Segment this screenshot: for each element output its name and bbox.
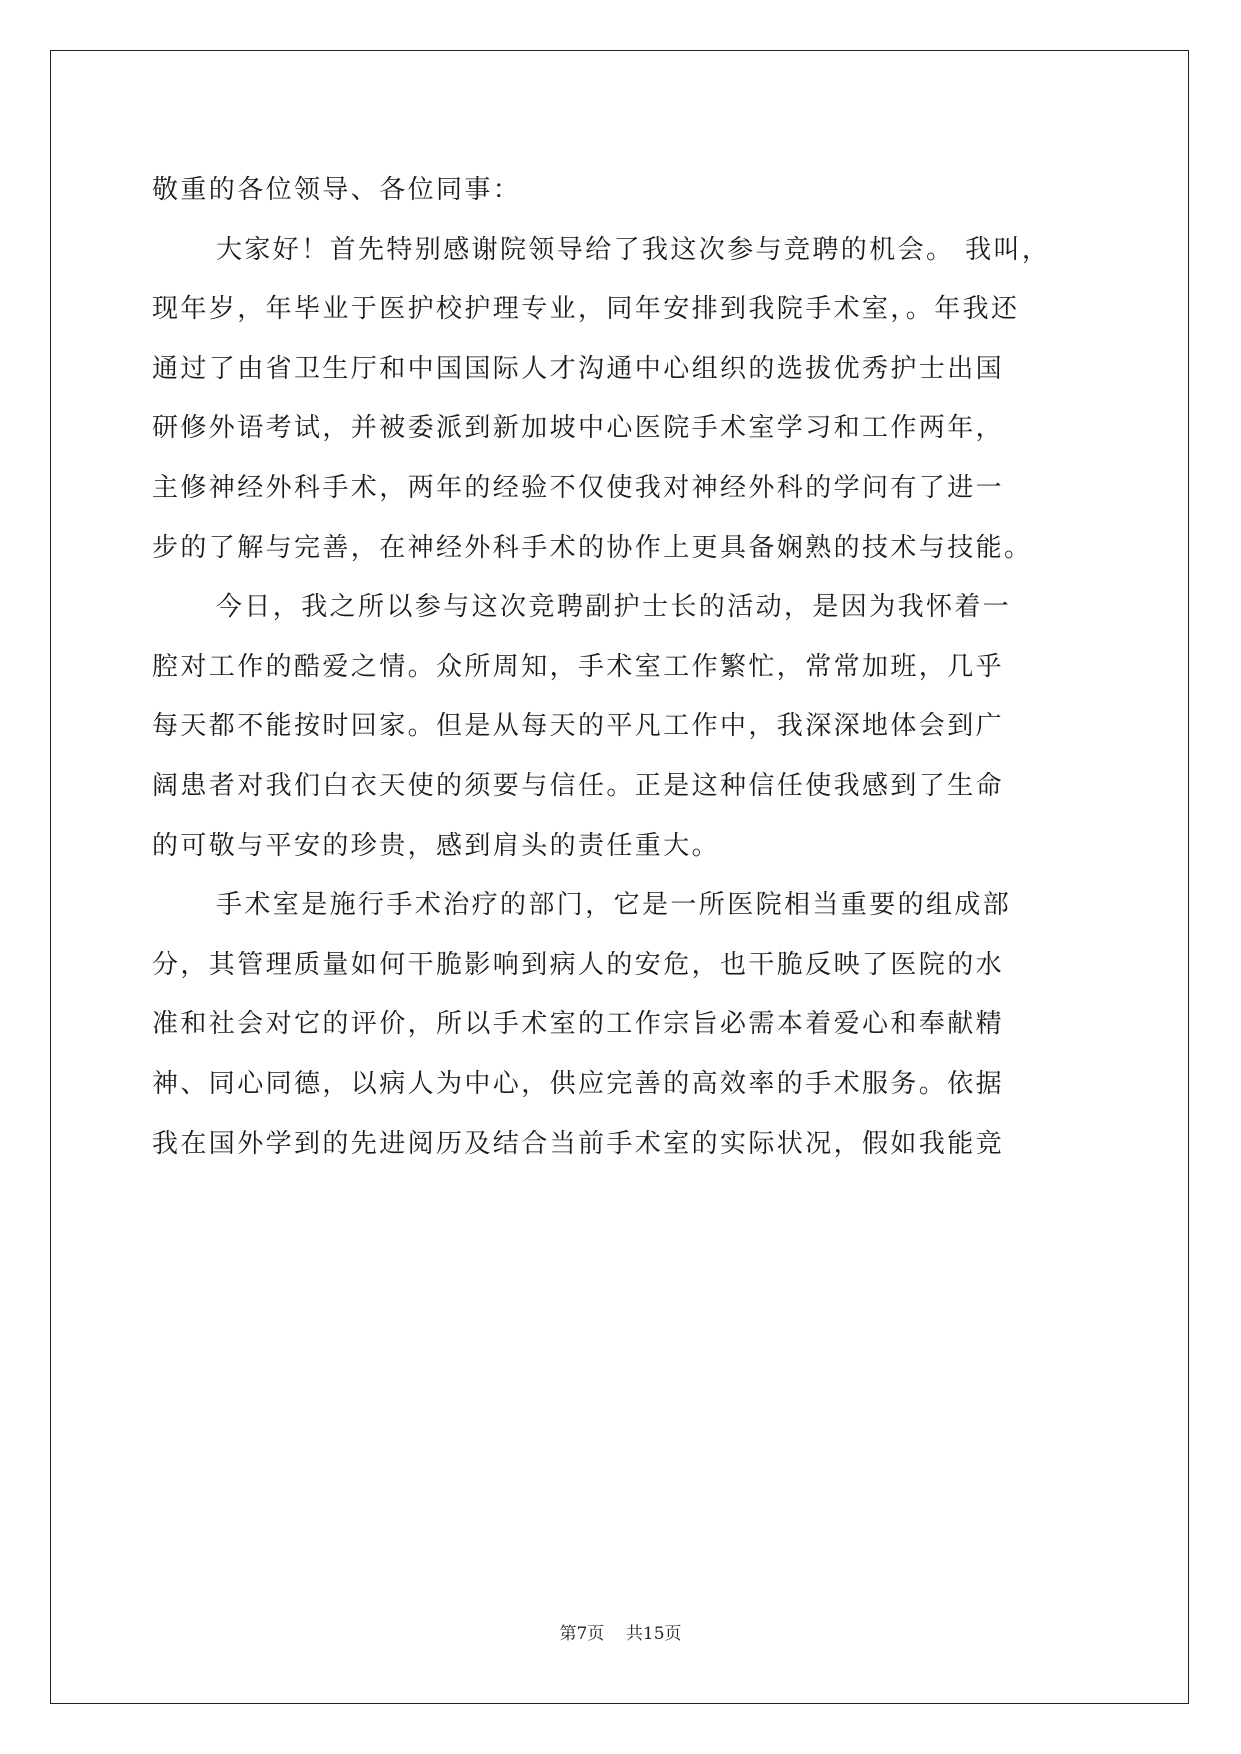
text-line: 阔患者对我们白衣天使的须要与信任。正是这种信任使我感到了生命 bbox=[152, 770, 1005, 801]
text-line: 我在国外学到的先进阅历及结合当前手术室的实际状况，假如我能竞 bbox=[152, 1128, 1005, 1159]
text-line: 分，其管理质量如何干脆影响到病人的安危，也干脆反映了医院的水 bbox=[152, 949, 1005, 980]
text-line: 今日，我之所以参与这次竞聘副护士长的活动，是因为我怀着一 bbox=[216, 592, 1012, 623]
salutation-line: 敬重的各位领导、各位同事： bbox=[152, 175, 522, 205]
text-line: 准和社会对它的评价，所以手术室的工作宗旨必需本着爱心和奉献精 bbox=[152, 1009, 1005, 1040]
text-line: 步的了解与完善，在神经外科手术的协作上更具备娴熟的技术与技能。 bbox=[152, 532, 1033, 563]
text-line: 主修神经外科手术，两年的经验不仅使我对神经外科的学问有了进一 bbox=[152, 472, 1005, 503]
text-line: 腔对工作的酷爱之情。众所周知，手术室工作繁忙，常常加班，几乎 bbox=[152, 651, 1005, 682]
page-total: 共15页 bbox=[625, 1624, 682, 1644]
text-line: 手术室是施行手术治疗的部门，它是一所医院相当重要的组成部 bbox=[216, 890, 1012, 921]
text-line: 研修外语考试，并被委派到新加坡中心医院手术室学习和工作两年， bbox=[152, 413, 1005, 444]
text-line: 大家好！首先特别感谢院领导给了我这次参与竞聘的机会。 我叫， bbox=[216, 234, 1051, 265]
text-line: 每天都不能按时回家。但是从每天的平凡工作中，我深深地体会到广 bbox=[152, 711, 1005, 742]
text-line: 现年岁，年毕业于医护校护理专业，同年安排到我院手术室，。年我还 bbox=[152, 294, 1020, 325]
document-body bbox=[152, 161, 1112, 1174]
text-line: 通过了由省卫生厅和中国国际人才沟通中心组织的选拔优秀护士出国 bbox=[152, 353, 1005, 384]
page-number: 第7页 bbox=[559, 1624, 605, 1644]
text-line: 神、同心同德，以病人为中心，供应完善的高效率的手术服务。依据 bbox=[152, 1068, 1005, 1099]
page-footer bbox=[0, 1622, 1241, 1646]
text-line: 的可敬与平安的珍贵，感到肩头的责任重大。 bbox=[152, 830, 721, 861]
